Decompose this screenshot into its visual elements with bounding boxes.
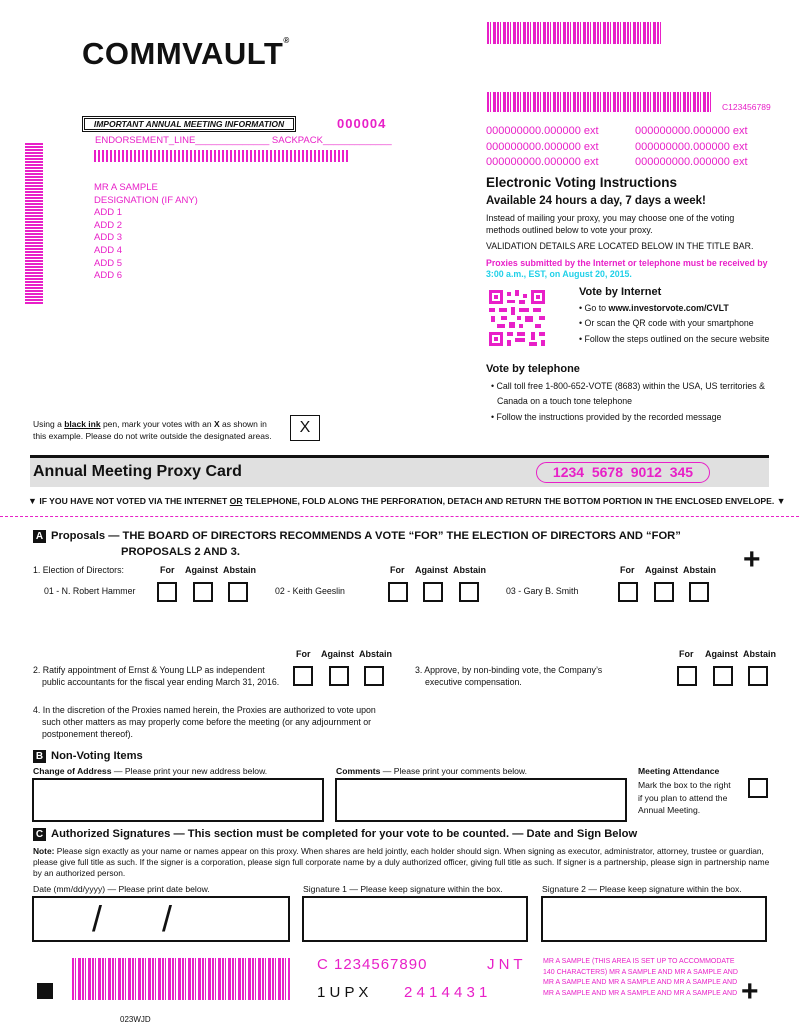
- note-text: Please sign exactly as your name or names appear on this proxy. When shares are held jointly, each holder should sign. When signing as executor, administrator, attorney, trustee or guardian, please give full title as such. If the signer is a corporation, please sign full corporate name by a duly authorized officer, giving full title as such. If signer is a partnership, please sign in partnership name by an authorized person.: [33, 846, 770, 878]
- change-address-label: [33, 766, 267, 776]
- address-line: ADD 4: [94, 244, 122, 256]
- ext-line: 000000000.000000 ext: [635, 156, 748, 168]
- director-3: 03 - Gary B. Smith: [506, 586, 579, 596]
- col-against: Against: [321, 649, 355, 659]
- footer-control: C 1234567890: [317, 956, 428, 973]
- address-line: ADD 1: [94, 207, 122, 219]
- fold-text: IF YOU HAVE NOT VOTED VIA THE INTERNET: [39, 496, 230, 506]
- address-line: DESIGNATION (IF ANY): [94, 194, 198, 206]
- marking-black-ink: black ink: [64, 419, 101, 429]
- section-a-badge: A: [33, 530, 46, 543]
- internet-step-1: [579, 303, 729, 313]
- col-against: Against: [415, 565, 449, 575]
- marking-text: this example. Please do not write outside the designated areas.: [33, 431, 272, 441]
- internet-url[interactable]: www.investorvote.com/CVLT: [608, 303, 729, 313]
- control-barcode: [487, 92, 712, 112]
- marking-text: pen, mark your votes with an: [100, 419, 214, 429]
- postnet-barcode: [94, 150, 348, 162]
- attendance-checkbox[interactable]: [748, 778, 768, 798]
- footer-upx: 1 U P X: [317, 984, 369, 1001]
- director-1-for-checkbox[interactable]: [157, 582, 177, 602]
- director-3-for-checkbox[interactable]: [618, 582, 638, 602]
- change-address-text: — Please print your new address below.: [111, 766, 268, 776]
- proposal-2-line: 2. Ratify appointment of Ernst & Young LLP as independent: [33, 665, 265, 675]
- company-logo: [82, 36, 290, 72]
- col-abstain: Abstain: [743, 649, 777, 659]
- election-label: 1. Election of Directors:: [33, 565, 124, 575]
- section-c-badge: C: [33, 828, 46, 841]
- ext-line: 000000000.000000 ext: [486, 125, 599, 137]
- proposals-title-2: PROPOSALS 2 AND 3.: [121, 546, 240, 558]
- fold-text: TELEPHONE, FOLD ALONG THE PERFORATION, DETACH AND RETURN THE BOTTOM PORTION IN THE ENCLOSED ENVELOPE.: [242, 496, 775, 506]
- date-field[interactable]: [32, 896, 290, 942]
- proposal-3-against-checkbox[interactable]: [713, 666, 733, 686]
- col-for: For: [390, 565, 405, 575]
- endorsement-line: ENDORSEMENT_LINE______________ SACKPACK_____________: [95, 135, 392, 146]
- proposal-3-abstain-checkbox[interactable]: [748, 666, 768, 686]
- attendance-line: Annual Meeting.: [638, 805, 701, 815]
- nonvoting-heading: [33, 750, 143, 763]
- signature-note: [33, 846, 771, 879]
- section-b-badge: B: [33, 750, 46, 763]
- marking-text: Using a: [33, 419, 65, 429]
- proposals-heading: [33, 530, 681, 543]
- col-for: For: [160, 565, 175, 575]
- col-abstain: Abstain: [453, 565, 487, 575]
- footer-sample-line: 140 CHARACTERS) MR A SAMPLE AND MR A SAMPLE AND: [543, 968, 738, 976]
- signature-1-label: Signature 1 — Please keep signature within the box.: [303, 884, 503, 894]
- proposal-3-for-checkbox[interactable]: [677, 666, 697, 686]
- note-bold: Note:: [33, 846, 55, 856]
- signature-2-label: Signature 2 — Please keep signature within the box.: [542, 884, 742, 894]
- proposal-3-line: executive compensation.: [425, 677, 522, 687]
- card-number: 1234 5678 9012 345: [536, 462, 710, 483]
- proposal-3-line: 3. Approve, by non-binding vote, the Company’s: [415, 665, 603, 675]
- proposal-4-line: postponement thereof).: [42, 729, 133, 739]
- phone-step-1: • Call toll free 1-800-652-VOTE (8683) within the USA, US territories &: [491, 381, 765, 391]
- ext-line: 000000000.000000 ext: [635, 125, 748, 137]
- meeting-info-label: IMPORTANT ANNUAL MEETING INFORMATION: [82, 116, 296, 132]
- director-3-against-checkbox[interactable]: [654, 582, 674, 602]
- address-line: ADD 3: [94, 232, 122, 244]
- proposal-2: [33, 664, 279, 688]
- col-for: For: [679, 649, 694, 659]
- plus-mark: +: [743, 543, 761, 576]
- proposal-3: [415, 664, 602, 688]
- phone-step-1b: Canada on a touch tone telephone: [497, 396, 632, 406]
- signatures-heading: [33, 828, 637, 841]
- marking-instructions: [33, 418, 283, 442]
- voting-deadline: Proxies submitted by the Internet or telephone must be received by: [486, 258, 768, 268]
- attendance-line: Mark the box to the right: [638, 780, 731, 790]
- col-abstain: Abstain: [359, 649, 393, 659]
- footer-sample-line: MR A SAMPLE (THIS AREA IS SET UP TO ACCOMMODATE: [543, 958, 735, 965]
- signatures-title: Authorized Signatures — This section must be completed for your vote to be counted. — Date and Sign Below: [51, 828, 638, 840]
- director-2-abstain-checkbox[interactable]: [459, 582, 479, 602]
- voting-validation: VALIDATION DETAILS ARE LOCATED BELOW IN THE TITLE BAR.: [486, 241, 754, 251]
- side-barcode: [25, 142, 43, 304]
- proposal-2-line: public accountants for the fiscal year ending March 31, 2016.: [42, 677, 280, 687]
- proposal-4-line: 4. In the discretion of the Proxies named herein, the Proxies are authorized to vote upon: [33, 705, 376, 715]
- footer-sample-line: MR A SAMPLE AND MR A SAMPLE AND MR A SAMPLE AND: [543, 989, 738, 997]
- address-line: MR A SAMPLE: [94, 182, 158, 193]
- director-2-against-checkbox[interactable]: [423, 582, 443, 602]
- col-abstain: Abstain: [683, 565, 717, 575]
- footer-code: 2 4 1 4 4 3 1: [404, 984, 488, 1001]
- top-barcode: [487, 22, 661, 44]
- change-address-bold: Change of Address: [33, 766, 112, 776]
- signature-2-field[interactable]: [541, 896, 767, 942]
- ext-line: 000000000.000000 ext: [486, 140, 599, 153]
- phone-step-2: • Follow the instructions provided by the recorded message: [491, 412, 722, 422]
- col-abstain: Abstain: [223, 565, 257, 575]
- col-against: Against: [185, 565, 219, 575]
- director-2-for-checkbox[interactable]: [388, 582, 408, 602]
- internet-step-2: • Or scan the QR code with your smartphone: [579, 318, 754, 328]
- comments-bold: Comments: [336, 766, 381, 776]
- date-slash: /: [162, 898, 173, 939]
- proposal-2-against-checkbox[interactable]: [329, 666, 349, 686]
- date-slash: /: [92, 898, 103, 939]
- director-1-abstain-checkbox[interactable]: [228, 582, 248, 602]
- date-label: Date (mm/dd/yyyy) — Please print date below.: [33, 884, 210, 894]
- marking-x: X: [213, 419, 220, 429]
- address-line: ADD 6: [94, 270, 122, 282]
- plus-mark: +: [741, 975, 759, 1008]
- mailing-address: [94, 182, 198, 283]
- footer-jnt: J N T: [487, 956, 523, 973]
- registration-square: [37, 983, 53, 999]
- comments-label: [336, 766, 527, 776]
- col-against: Against: [645, 565, 679, 575]
- job-code: 023WJD: [120, 1015, 151, 1024]
- director-3-abstain-checkbox[interactable]: [689, 582, 709, 602]
- card-title: Annual Meeting Proxy Card: [33, 463, 242, 480]
- address-line: ADD 5: [94, 257, 122, 269]
- director-1-against-checkbox[interactable]: [193, 582, 213, 602]
- signature-1-field[interactable]: [302, 896, 528, 942]
- col-for: For: [296, 649, 311, 659]
- internet-step-1-text: • Go to: [579, 303, 609, 313]
- marking-text: as shown in: [219, 419, 267, 429]
- footer-sample: [543, 957, 738, 999]
- proposals-title: Proposals — THE BOARD OF DIRECTORS RECOMMENDS A VOTE “FOR” THE ELECTION OF DIRECTORS AND “FOR”: [51, 530, 681, 542]
- voting-title: Electronic Voting Instructions: [486, 175, 678, 190]
- attendance-line: if you plan to attend the: [638, 792, 728, 803]
- voting-deadline-date: 3:00 a.m., EST, on August 20, 2015.: [486, 269, 632, 279]
- ext-line: 000000000.000000 ext: [635, 140, 748, 153]
- attendance-title: Meeting Attendance: [638, 766, 720, 776]
- comments-field[interactable]: [335, 778, 627, 822]
- qr-code: [489, 290, 545, 346]
- triangle-down-icon: ▼: [776, 496, 786, 506]
- internet-step-3: • Follow the steps outlined on the secure website: [579, 334, 770, 344]
- proposal-4: [33, 704, 376, 740]
- col-for: For: [620, 565, 635, 575]
- proposal-4-line: such other matters as may properly come before the meeting (or any adjournment or: [42, 717, 372, 727]
- ext-line: 000000000.000000 ext: [486, 156, 599, 168]
- ext-column-left: [486, 124, 599, 171]
- fold-instructions: [28, 496, 786, 506]
- sequence-number: 000004: [337, 116, 387, 131]
- fold-or: OR: [229, 496, 243, 506]
- voting-available: Available 24 hours a day, 7 days a week!: [486, 195, 706, 207]
- voting-intro: Instead of mailing your proxy, you may choose one of the voting methods outlined below to vote your proxy.: [486, 213, 735, 235]
- change-address-field[interactable]: [32, 778, 324, 822]
- example-x-box: X: [290, 415, 320, 441]
- triangle-down-icon: ▼: [28, 496, 37, 506]
- ext-column-right: [635, 124, 748, 171]
- footer-barcode: [72, 958, 290, 1000]
- logo-text: COMMVAULT: [82, 36, 284, 71]
- address-line: ADD 2: [94, 219, 122, 231]
- director-1: 01 - N. Robert Hammer: [44, 586, 136, 596]
- control-number: C123456789: [722, 102, 771, 112]
- proposal-2-for-checkbox[interactable]: [293, 666, 313, 686]
- perforation-line: [0, 516, 799, 517]
- logo-registered: ®: [283, 36, 290, 45]
- phone-title: Vote by telephone: [486, 363, 580, 375]
- director-2: 02 - Keith Geeslin: [275, 586, 345, 596]
- proposal-2-abstain-checkbox[interactable]: [364, 666, 384, 686]
- internet-title: Vote by Internet: [579, 286, 662, 298]
- footer-sample-line: MR A SAMPLE AND MR A SAMPLE AND MR A SAMPLE AND: [543, 979, 738, 986]
- attendance-text: [638, 779, 731, 817]
- col-against: Against: [705, 649, 739, 659]
- comments-text: — Please print your comments below.: [380, 766, 528, 776]
- nonvoting-title: Non-Voting Items: [51, 750, 143, 762]
